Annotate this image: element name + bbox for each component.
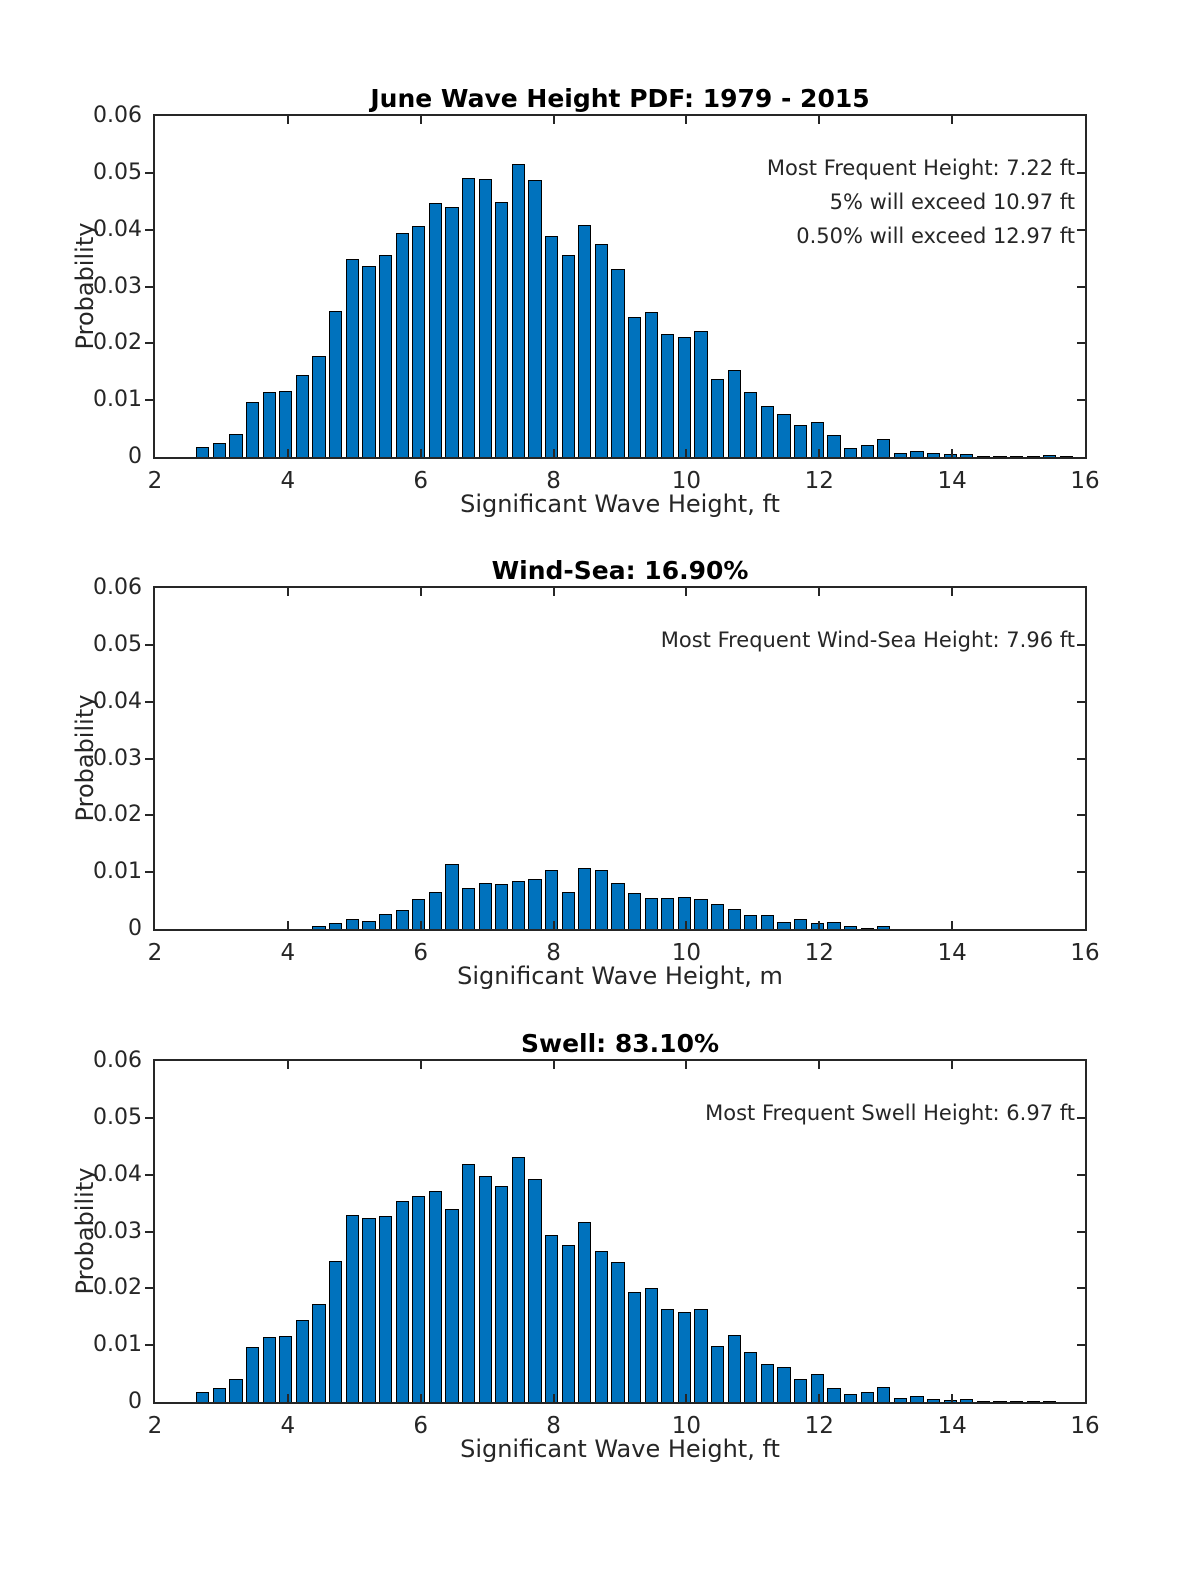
y-tick-label: 0.01 — [93, 859, 142, 885]
histogram-bar — [977, 1401, 990, 1402]
right-tick-mark — [1077, 1174, 1085, 1176]
x-tick-label: 12 — [804, 940, 834, 966]
annotation-text: 5% will exceed 10.97 ft — [829, 190, 1075, 214]
x-tick-label: 4 — [280, 940, 296, 966]
top-tick-mark — [420, 1061, 422, 1069]
x-tick-label: 16 — [1070, 940, 1100, 966]
histogram-bar — [595, 1251, 608, 1402]
x-tick-mark — [685, 1394, 687, 1402]
x-tick-label: 12 — [804, 1413, 834, 1439]
y-axis-label-total: Probability — [71, 222, 99, 350]
y-tick-label: 0.02 — [93, 802, 142, 828]
y-tick-mark — [145, 1117, 153, 1119]
histogram-bar — [429, 1191, 442, 1402]
histogram-bar — [379, 1216, 392, 1402]
histogram-bar — [728, 1335, 741, 1402]
histogram-bar — [562, 1245, 575, 1402]
y-tick-label: 0.05 — [93, 631, 142, 657]
histogram-bar — [196, 1392, 209, 1402]
histogram-bar — [329, 1261, 342, 1402]
x-tick-label: 6 — [413, 940, 429, 966]
x-axis-label-total: Significant Wave Height, ft — [460, 490, 780, 518]
x-tick-label: 12 — [804, 468, 834, 494]
x-tick-mark — [287, 1394, 289, 1402]
histogram-bar — [678, 1312, 691, 1402]
y-tick-label: 0.04 — [93, 688, 142, 714]
x-axis-label-wind-sea: Significant Wave Height, m — [457, 962, 783, 990]
histogram-bar — [479, 1176, 492, 1402]
histogram-bar — [910, 1396, 923, 1402]
histogram-bar — [545, 1235, 558, 1402]
x-tick-label: 2 — [147, 1413, 163, 1439]
y-tick-label: 0.03 — [93, 273, 142, 299]
histogram-bar — [844, 1394, 857, 1403]
histogram-bar — [213, 1388, 226, 1402]
histogram-bar — [462, 1164, 475, 1402]
histogram-bar — [246, 1347, 259, 1402]
histogram-bar — [296, 1320, 309, 1402]
histogram-bar — [528, 1179, 541, 1402]
x-tick-label: 8 — [546, 940, 561, 966]
histogram-bar — [894, 1398, 907, 1403]
y-tick-label: 0 — [128, 916, 142, 941]
top-tick-mark — [818, 1061, 820, 1069]
histogram-bar — [711, 1346, 724, 1402]
y-tick-label: 0.06 — [93, 103, 142, 128]
x-tick-label: 14 — [937, 468, 967, 494]
top-tick-mark — [287, 1061, 289, 1069]
histogram-bar — [1043, 1401, 1056, 1402]
right-tick-mark — [1077, 1344, 1085, 1346]
histogram-bar — [877, 1387, 890, 1402]
histogram-bar — [794, 1379, 807, 1402]
x-tick-mark — [420, 1394, 422, 1402]
histogram-bar — [346, 1215, 359, 1403]
x-tick-label: 16 — [1070, 468, 1100, 494]
y-tick-label: 0.06 — [93, 1048, 142, 1073]
y-tick-mark — [145, 1174, 153, 1176]
x-tick-label: 14 — [937, 1413, 967, 1439]
histogram-bar — [578, 1222, 591, 1402]
annotation-text: Most Frequent Swell Height: 6.97 ft — [705, 1101, 1075, 1125]
y-tick-label: 0.04 — [93, 216, 142, 242]
histogram-bar — [645, 1288, 658, 1402]
histogram-bar — [777, 1367, 790, 1402]
histogram-bar — [694, 1309, 707, 1402]
chart-title-swell: Swell: 83.10% — [520, 1029, 720, 1058]
histogram-bar — [263, 1337, 276, 1402]
histogram-bar — [811, 1374, 824, 1402]
histogram-bar — [661, 1309, 674, 1402]
x-tick-label: 16 — [1070, 1413, 1100, 1439]
histogram-bar — [960, 1399, 973, 1402]
annotation-text: Most Frequent Wind-Sea Height: 7.96 ft — [660, 628, 1075, 652]
x-tick-mark — [951, 1394, 953, 1402]
x-tick-label: 8 — [546, 468, 561, 494]
y-tick-label: 0.01 — [93, 387, 142, 413]
x-tick-mark — [818, 1394, 820, 1402]
histogram-bar — [512, 1157, 525, 1403]
y-tick-label: 0 — [128, 1389, 142, 1414]
top-tick-mark — [553, 1061, 555, 1069]
histogram-bar — [412, 1196, 425, 1402]
histogram-bar — [827, 1388, 840, 1402]
x-tick-label: 14 — [937, 940, 967, 966]
x-tick-label: 10 — [671, 468, 702, 494]
y-tick-label: 0.05 — [93, 159, 142, 185]
histogram-bar — [362, 1218, 375, 1402]
x-tick-label: 4 — [280, 1413, 296, 1439]
histogram-bar — [628, 1292, 641, 1402]
histogram-bar — [312, 1304, 325, 1402]
x-tick-label: 10 — [671, 940, 702, 966]
y-tick-label: 0.03 — [93, 745, 142, 771]
histogram-bar — [944, 1400, 957, 1402]
y-tick-label: 0.02 — [93, 330, 142, 356]
chart-title-wind-sea: Wind-Sea: 16.90% — [491, 556, 749, 585]
y-tick-mark — [145, 1231, 153, 1233]
histogram-bar — [495, 1186, 508, 1403]
x-tick-label: 2 — [147, 468, 163, 494]
annotation-text: Most Frequent Height: 7.22 ft — [766, 156, 1075, 180]
y-tick-label: 0.01 — [93, 1332, 142, 1358]
histogram-bar — [1027, 1401, 1040, 1402]
histogram-bar — [396, 1201, 409, 1402]
x-axis-label-swell: Significant Wave Height, ft — [460, 1435, 780, 1463]
y-tick-mark — [145, 1287, 153, 1289]
annotation-text: 0.50% will exceed 12.97 ft — [796, 224, 1075, 248]
histogram-bar — [927, 1399, 940, 1402]
histogram-bar — [861, 1392, 874, 1402]
x-tick-label: 8 — [546, 1413, 561, 1439]
histogram-bar — [611, 1262, 624, 1402]
histogram-bar — [445, 1209, 458, 1402]
y-tick-label: 0.06 — [93, 575, 142, 600]
chart-title-total: June Wave Height PDF: 1979 - 2015 — [370, 84, 870, 113]
y-tick-mark — [145, 1344, 153, 1346]
y-tick-label: 0.02 — [93, 1275, 142, 1301]
y-tick-label: 0.05 — [93, 1104, 142, 1130]
histogram-bar — [229, 1379, 242, 1402]
y-axis-label-swell: Probability — [71, 1167, 99, 1295]
x-tick-label: 6 — [413, 1413, 429, 1439]
top-tick-mark — [951, 1061, 953, 1069]
right-tick-mark — [1077, 1287, 1085, 1289]
histogram-bar — [744, 1352, 757, 1402]
x-tick-label: 6 — [413, 468, 429, 494]
y-tick-label: 0.04 — [93, 1161, 142, 1187]
x-tick-label: 2 — [147, 940, 163, 966]
histogram-bar — [1010, 1401, 1023, 1402]
y-tick-label: 0.03 — [93, 1218, 142, 1244]
histogram-bar — [993, 1401, 1006, 1402]
right-tick-mark — [1077, 1117, 1085, 1119]
x-tick-label: 4 — [280, 468, 296, 494]
right-tick-mark — [1077, 1231, 1085, 1233]
y-axis-label-wind-sea: Probability — [71, 694, 99, 822]
y-tick-label: 0 — [128, 444, 142, 469]
histogram-bar — [279, 1336, 292, 1403]
x-tick-mark — [553, 1394, 555, 1402]
x-tick-label: 10 — [671, 1413, 702, 1439]
histogram-bar — [761, 1364, 774, 1402]
top-tick-mark — [685, 1061, 687, 1069]
